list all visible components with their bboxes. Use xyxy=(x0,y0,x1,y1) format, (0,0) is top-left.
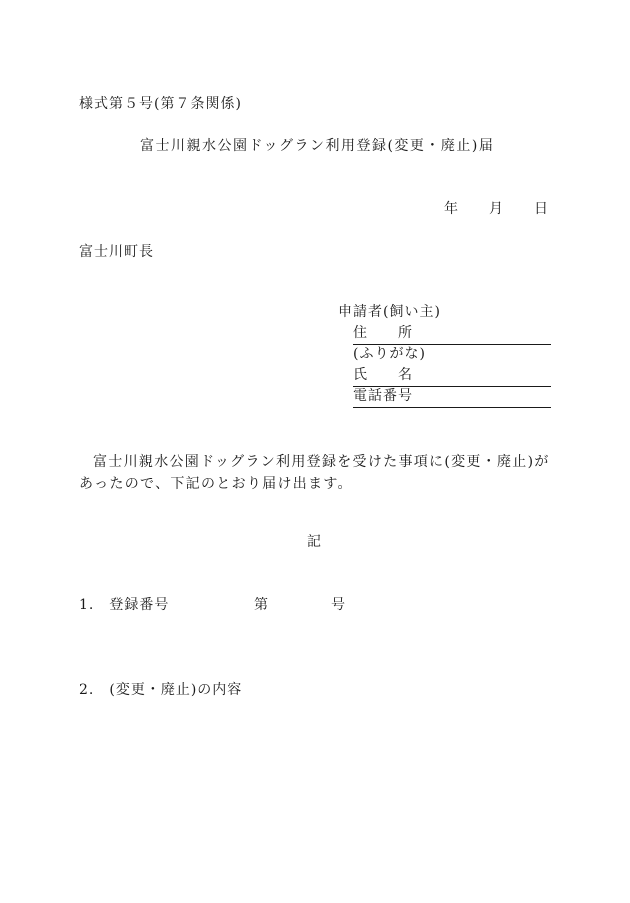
ki-heading: 記 xyxy=(307,534,322,550)
month-label: 月 xyxy=(489,201,504,217)
change-content-label: 2. (変更・廃止)の内容 xyxy=(79,682,243,698)
registration-number-label: 1. 登録番号 xyxy=(79,597,170,613)
name-field[interactable] xyxy=(353,366,551,387)
name-label: 氏 名 xyxy=(353,367,413,383)
address-label: 住 所 xyxy=(353,325,413,341)
day-label: 日 xyxy=(534,201,549,217)
year-label: 年 xyxy=(444,201,459,217)
furigana-field[interactable] xyxy=(353,345,551,365)
phone-label: 電話番号 xyxy=(353,388,413,404)
document-title: 富士川親水公園ドッグラン利用登録(変更・廃止)届 xyxy=(140,138,495,154)
date-row xyxy=(444,200,549,218)
furigana-label: (ふりがな) xyxy=(353,346,426,362)
form-number: 様式第５号(第７条関係) xyxy=(79,96,242,112)
addressee: 富士川町長 xyxy=(79,244,154,260)
applicant-heading: 申請者(飼い主) xyxy=(338,304,441,320)
registration-dai-label: 第 xyxy=(254,597,269,613)
address-field[interactable] xyxy=(353,324,551,345)
phone-field[interactable] xyxy=(353,387,551,408)
registration-go-label: 号 xyxy=(331,597,346,613)
body-paragraph: 富士川親水公園ドッグラン利用登録を受けた事項に(変更・廃止)があったので、下記のとおり届け出ます。 xyxy=(79,454,550,492)
